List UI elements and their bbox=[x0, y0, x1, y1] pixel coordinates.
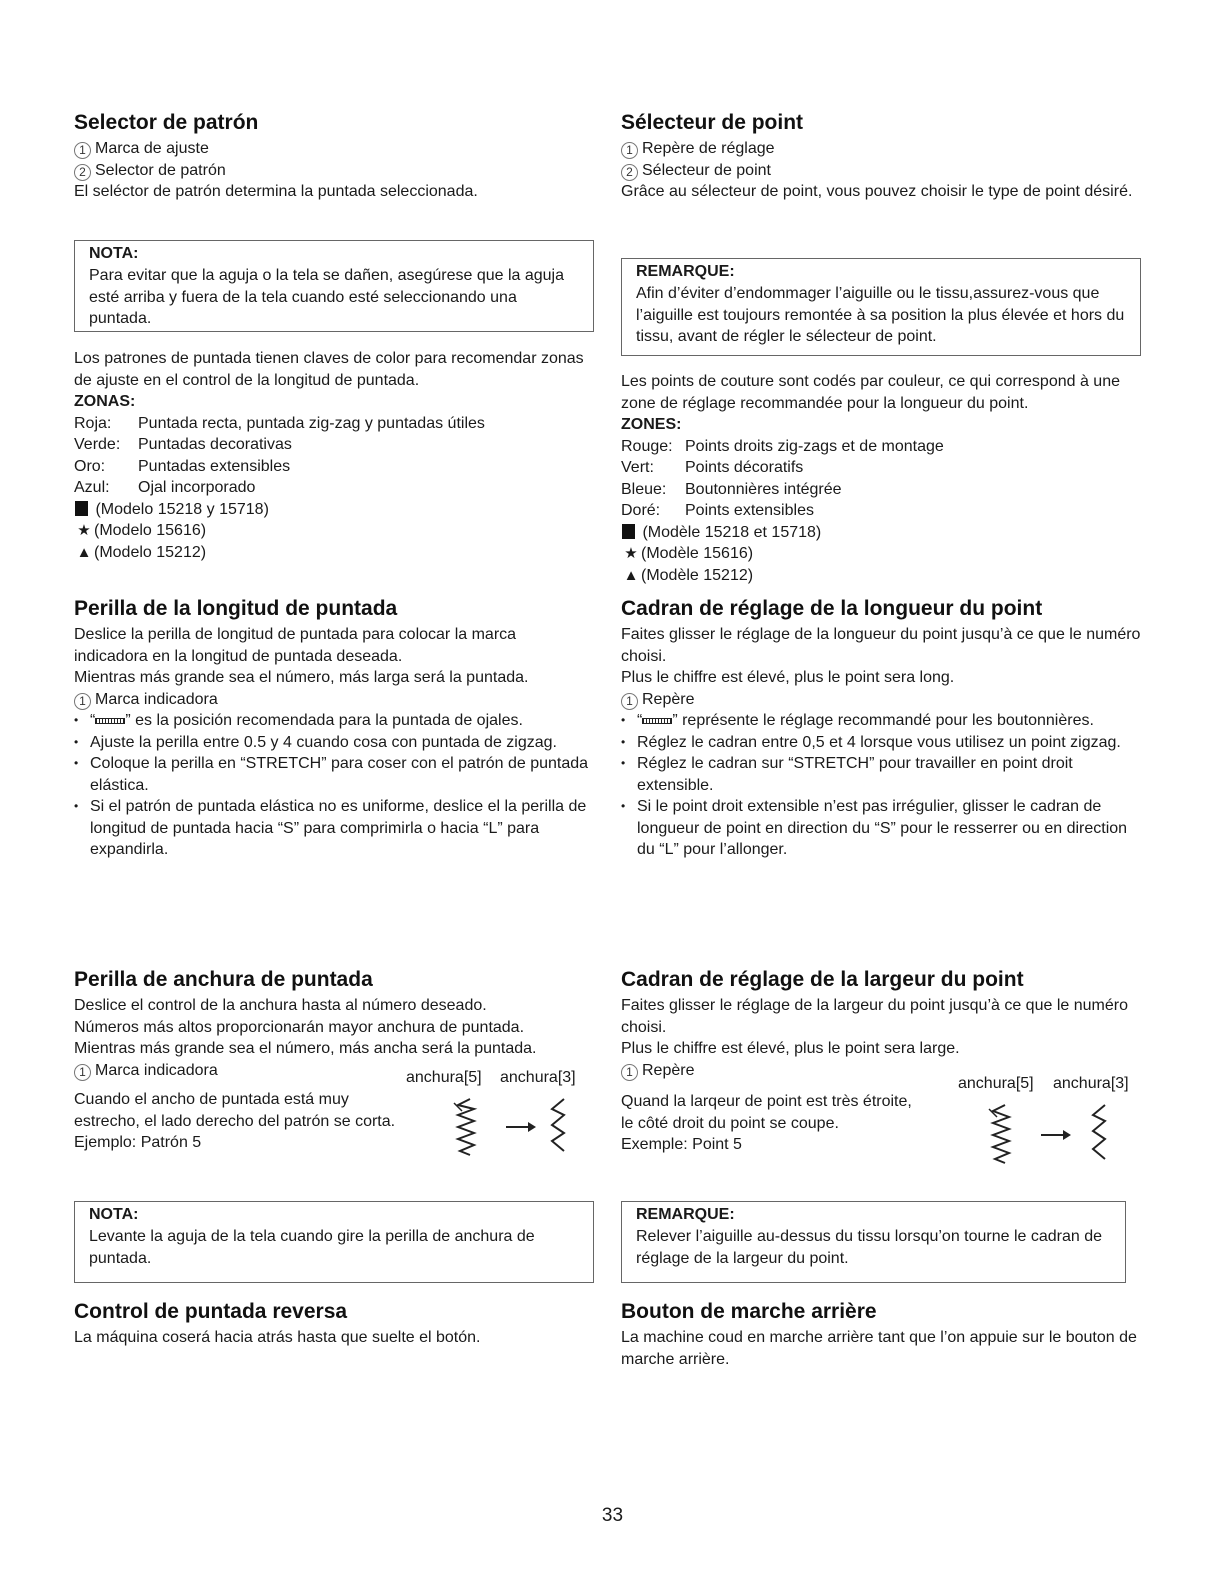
triangle-icon: ▲ bbox=[623, 566, 639, 584]
section-title: Perilla de la longitud de puntada bbox=[74, 597, 398, 620]
width-example: Quand la larqeur de point est très étroite, le côté droit du point se coupe. Exemple: Point 5 anchura[5] anchura[3] bbox=[621, 1081, 1141, 1177]
note-label: REMARQUE: bbox=[636, 1206, 735, 1223]
zonas-label: ZONAS: bbox=[74, 393, 136, 410]
width-caption-5: anchura[5] bbox=[958, 1075, 1034, 1092]
bullet-item: • Coloque la perilla en “STRETCH” para coser con el patrón de puntada elástica. bbox=[74, 753, 594, 796]
buttonhole-icon bbox=[642, 718, 672, 724]
zone-row: Verde: Puntadas decorativas bbox=[74, 436, 292, 453]
square-icon bbox=[75, 501, 88, 516]
body-text: Grâce au sélecteur de point, vous pouvez choisir le type de point désiré. bbox=[621, 183, 1133, 200]
buttonhole-icon bbox=[95, 718, 125, 724]
zone-row: Azul: Ojal incorporado bbox=[74, 479, 256, 496]
width-section bbox=[621, 967, 1141, 1177]
model-row: (Modèle 15218 et 15718) bbox=[621, 522, 1141, 544]
body-text: Deslice la perilla de longitud de puntada para colocar la marca indicadora en la longitud de puntada deseada. bbox=[74, 626, 517, 665]
note-label: NOTA: bbox=[89, 1206, 139, 1223]
note-label: NOTA: bbox=[89, 245, 139, 262]
bullet-list bbox=[621, 710, 1141, 861]
note-text: Relever l’aiguille au-dessus du tissu lorsqu’on tourne le cadran de réglage de la largeur du point. bbox=[636, 1228, 1103, 1267]
section-title: Sélecteur de point bbox=[621, 111, 804, 134]
square-icon bbox=[622, 524, 635, 539]
width-caption-5: anchura[5] bbox=[406, 1069, 482, 1086]
callout-1-icon: 1 bbox=[74, 693, 91, 710]
zone-row: Doré: Points extensibles bbox=[621, 502, 814, 519]
callout-1-icon: 1 bbox=[74, 142, 91, 159]
reverse-section bbox=[74, 1299, 594, 1349]
callout-1-icon: 1 bbox=[74, 1064, 91, 1081]
body-text: Faites glisser le réglage de la largeur du point jusqu’à ce que le numéro choisi. bbox=[621, 997, 1128, 1036]
list-item: 1 Marca indicadora bbox=[74, 689, 594, 711]
body-text: El seléctor de patrón determina la puntada seleccionada. bbox=[74, 183, 478, 200]
body-text: Números más altos proporcionarán mayor anchura de puntada. bbox=[74, 1018, 525, 1036]
bullet-item: • Réglez le cadran entre 0,5 et 4 lorsque vous utilisez un point zigzag. bbox=[621, 732, 1141, 754]
section-title: Cadran de réglage de la largeur du point bbox=[621, 968, 1024, 991]
width-caption-3: anchura[3] bbox=[1053, 1075, 1129, 1092]
nota-box bbox=[74, 1201, 594, 1283]
section-title: Bouton de marche arrière bbox=[621, 1300, 877, 1323]
stitch-diagram bbox=[452, 1095, 592, 1159]
remarque-box bbox=[621, 258, 1141, 356]
list-item: 1 Repère bbox=[621, 1060, 1141, 1082]
stitch-diagram bbox=[979, 1101, 1129, 1167]
callout-1-icon: 1 bbox=[621, 1064, 638, 1081]
body-text: Mientras más grande sea el número, más larga será la puntada. bbox=[74, 669, 529, 686]
callout-1-icon: 1 bbox=[621, 142, 638, 159]
width-example: Cuando el ancho de puntada está muy estrecho, el lado derecho del patrón se corta. Ejemplo: Patrón 5 anchura[5] anchura[3] bbox=[74, 1081, 594, 1163]
list-item: 1 Marca de ajuste bbox=[74, 138, 594, 160]
model-row: (Modelo 15218 y 15718) bbox=[74, 499, 594, 521]
list-item: 2 Sélecteur de point bbox=[621, 160, 1141, 182]
note-text: Para evitar que la aguja o la tela se dañen, asegúrese que la aguja esté arriba y fuera de la tela cuando esté seleccionando una puntada. bbox=[89, 267, 565, 327]
body-text: La machine coud en marche arrière tant que l’on appuie sur le bouton de marche arrière. bbox=[621, 1329, 1137, 1368]
zones-label: ZONES: bbox=[621, 416, 682, 433]
bullet-item: • Si le point droit extensible n’est pas irrégulier, glisser le cadran de longueur de point en direction du “S” pour le resserrer ou en direction du “L” pour l’allonger. bbox=[621, 796, 1141, 861]
selector-section bbox=[74, 110, 594, 203]
body-text: Faites glisser le réglage de la longueur du point jusqu’à ce que le numéro choisi. bbox=[621, 626, 1141, 665]
model-row: ▲ (Modèle 15212) bbox=[621, 565, 1141, 587]
width-caption-3: anchura[3] bbox=[500, 1069, 576, 1086]
section-title: Cadran de réglage de la longueur du point bbox=[621, 597, 1043, 620]
page-number: 33 bbox=[601, 1505, 624, 1526]
zone-row: Roja: Puntada recta, puntada zig-zag y puntadas útiles bbox=[74, 414, 485, 432]
triangle-icon: ▲ bbox=[76, 543, 92, 561]
bullet-item: • “ ” représente le réglage recommandé pour les boutonnières. bbox=[621, 710, 1141, 732]
callout-2-icon: 2 bbox=[621, 164, 638, 181]
zone-row: Bleue: Boutonnières intégrée bbox=[621, 480, 842, 498]
star-icon: ★ bbox=[624, 545, 638, 562]
selector-section bbox=[621, 110, 1141, 203]
model-row: ★ (Modèle 15616) bbox=[621, 543, 1141, 565]
callout-1-icon: 1 bbox=[621, 693, 638, 710]
model-row: ★ (Modelo 15616) bbox=[74, 520, 594, 542]
body-text: Les points de couture sont codés par couleur, ce qui correspond à une zone de réglage recommandée pour la longueur du point. bbox=[621, 373, 1120, 412]
width-section bbox=[74, 967, 594, 1163]
section-title: Perilla de anchura de puntada bbox=[74, 968, 373, 991]
reverse-section bbox=[621, 1299, 1141, 1370]
section-title: Selector de patrón bbox=[74, 111, 259, 134]
body-text: Deslice el control de la anchura hasta al número deseado. bbox=[74, 997, 487, 1014]
zonas-section bbox=[74, 348, 594, 563]
bullet-item: • Ajuste la perilla entre 0.5 y 4 cuando cosa con puntada de zigzag. bbox=[74, 732, 594, 754]
length-section bbox=[74, 596, 594, 861]
body-text: La máquina coserá hacia atrás hasta que suelte el botón. bbox=[74, 1329, 481, 1346]
body-text: Plus le chiffre est élevé, plus le point sera large. bbox=[621, 1040, 960, 1057]
list-item: 1 Marca indicadora bbox=[74, 1060, 594, 1082]
model-row: ▲ (Modelo 15212) bbox=[74, 542, 594, 564]
star-icon: ★ bbox=[77, 522, 91, 539]
callout-2-icon: 2 bbox=[74, 164, 91, 181]
nota-box bbox=[74, 240, 594, 332]
section-title: Control de puntada reversa bbox=[74, 1300, 348, 1323]
zone-row: Oro: Puntadas extensibles bbox=[74, 457, 291, 475]
bullet-item: • Réglez le cadran sur “STRETCH” pour travailler en point droit extensible. bbox=[621, 753, 1141, 796]
body-text: Mientras más grande sea el número, más ancha será la puntada. bbox=[74, 1040, 537, 1057]
zone-row: Vert: Points décoratifs bbox=[621, 459, 804, 476]
bullet-item: • Si el patrón de puntada elástica no es uniforme, deslice el la perilla de longitud de puntada hacia “S” para comprimirla o hacia “L” para expandirla. bbox=[74, 796, 594, 861]
note-text: Levante la aguja de la tela cuando gire la perilla de anchura de puntada. bbox=[89, 1228, 535, 1267]
note-text: Afin d’éviter d’endommager l’aiguille ou le tissu,assurez-vous que l’aiguille est toujours remontée à sa position la plus élevée et hors du tissu, avant de régler le sélecteur de point. bbox=[636, 285, 1125, 345]
note-label: REMARQUE: bbox=[636, 263, 735, 280]
zones-section bbox=[621, 371, 1141, 586]
list-item: 1 Repère de réglage bbox=[621, 138, 1141, 160]
list-item: 1 Repère bbox=[621, 689, 1141, 711]
bullet-list bbox=[74, 710, 594, 861]
remarque-box bbox=[621, 1201, 1126, 1283]
length-section bbox=[621, 596, 1141, 861]
bullet-item: • “ ” es la posición recomendada para la puntada de ojales. bbox=[74, 710, 594, 732]
list-item: 2 Selector de patrón bbox=[74, 160, 594, 182]
body-text: Plus le chiffre est élevé, plus le point sera long. bbox=[621, 669, 955, 686]
body-text: Los patrones de puntada tienen claves de color para recomendar zonas de ajuste en el control de la longitud de puntada. bbox=[74, 350, 584, 389]
zone-row: Rouge: Points droits zig-zags et de montage bbox=[621, 437, 944, 455]
